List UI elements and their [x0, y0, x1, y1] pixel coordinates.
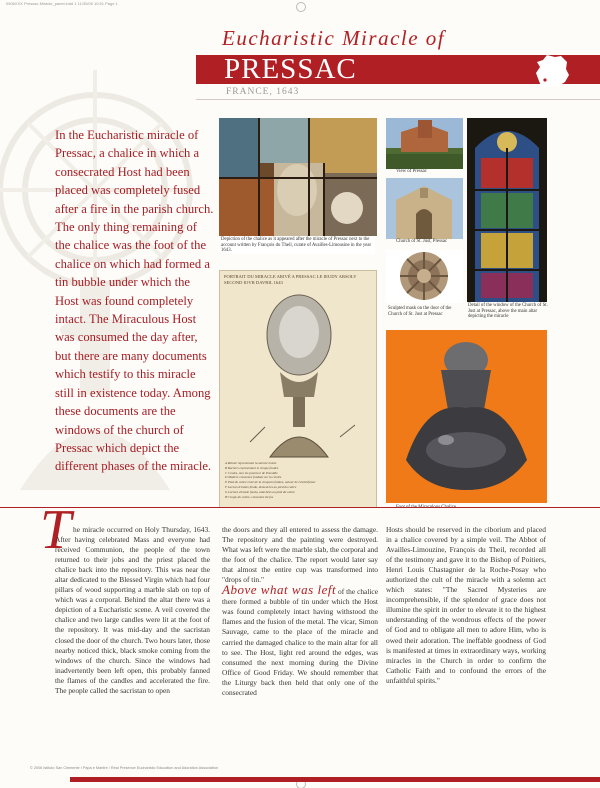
window-detail-caption: Detail of the window of the Church of St. Just at Pressac, above the main altar depicting the miracle [468, 303, 548, 320]
drop-cap: T [40, 499, 72, 561]
sculpted-mask-photo [386, 250, 463, 303]
engraving-legend [225, 461, 375, 499]
header-location-date: FRANCE, 1643 [226, 87, 300, 97]
header-script-title: Eucharistic Miracle of [222, 26, 446, 50]
footer-copyright: © 2006 Istituto San Clemente I Papa e Martire / Real Presence Eucharistic Education and Adoration Association [30, 766, 219, 770]
legend-line: H Coupe du calice, consumée du feu [225, 494, 274, 499]
engraving-heading: PORTRAIT DU MIRACLE ARIVÉ A PRESSAC LE IEUDY ABSOLV SECOND IOVR DAVRIL 1643 [224, 274, 357, 285]
miraculous-chalice-foot-photo [386, 330, 547, 503]
sculpted-mask-caption: Sculpted mask on the door of the Church of St. Just at Pressac [388, 306, 452, 317]
body-column-2-text-b: of the chalice there formed a bubble of tin under which the Host was found completely intact having withstood the flames and the fusion of the metal. The vicar, Simon Sauvage, came to the place of the miracle and carried the damaged chalice to the main altar for all to see. The Host, light red around the edges, was consumed the next morning during the Divine Office of Good Friday. We should remember that the Liturgy back then held that only one of the consecrated [222, 587, 378, 697]
legend-line: B Rochers representant le cinque fondee [225, 465, 279, 470]
body-column-1: he miracle occurred on Holy Thursday, 1643. After having celebrated Mass and everyone had received Communion, the people of the town returned to their jobs and the priest placed the chalice back into the repository. This was near the altar dedicated to the Blessed Virgin which had four pillars of wood supporting a marble slab on top of which was a corporal. Behind the altar there was a depiction of a Eucharistic scene. A veil covered the chalice and two large candles were lit at the foot of the repository. It was mid-day and the sacristan closed the door of the church. Two hours later, those nearby noticed thick, black smoke coming from the windows of the church. Since the windows had inadvertently been left open, this probably fanned the flames of the candles and accelerated the fire. The people called the sacristan to open [55, 525, 210, 695]
footer-bar [70, 777, 600, 782]
france-map-icon [533, 53, 573, 89]
stained-glass-caption: Depiction of the chalice as it appeared after the miracle of Pressac next to the account written by François du Theil, curate of Availles-Limousine in the year 1643. [221, 237, 375, 254]
print-slug: 0506XXX Pressac Miracle_panel.indd 1 11/30/06 10:51 Page 1 [6, 1, 118, 6]
page-title: PRESSAC [224, 53, 357, 85]
column-subheading: Above what was left [222, 582, 337, 598]
body-column-3: Hosts should be reserved in the ciborium and placed in a chalice covered by a simple veil. The Abbot of Availles-Limouzine, François du Theil, recorded all of the testimony and gave it to the Bishop of Poitiers, Henri Louis Chastagnier de la Roche-Posay who authorized the cult of the miracle with a solemn act which states: "The Sacred Mysteries are incomprehensible, if the splendor of grace does not illumine the spirit in order to elevate it to the highest understanding of the wondrous effects of the power of God and to obligate all men to adore Him, who is owed their adoration. The ineffable goodness of God is manifested at times in extraordinary ways, working miracles in the Church in order to confirm the Catholic Faith and to confound the errors of the unfaithful spirits." [386, 525, 546, 685]
legend-line: D Matiere consumee fondant sur la cendre [225, 475, 282, 480]
engraving-document [219, 270, 377, 508]
intro-text: In the Eucharistic miracle of Pressac, a chalice in which a consecrated Host had been placed was completely fused after a fire in the parish church. The only thing remaining of the chalice was the foot of the chalice on which had formed a tin bubble under which the Host was found completely intact. The Miraculous Host was consumed the day after, but there are many documents which testify to this miracle still in existence today. Among these documents are the windows of the church of Pressac which depict the different phases of the miracle. [55, 128, 214, 474]
legend-line: C Coulez, mes les pourtour de Pounidie [225, 470, 278, 475]
body-column-2 [222, 525, 378, 698]
stained-glass-chalice-photo [219, 118, 377, 236]
body-column-2-text-a: the doors and they all entered to assess the damage. The repository and the painting were destroyed. What was left were the marble slab, the corporal and the foot of the chalice. The report would later say that almost the entire cup was transformed into "drops of tin." [222, 525, 378, 585]
church-caption: Church of St. Just, Pressac [396, 239, 448, 244]
pressac-view-caption: View of Pressac [396, 169, 427, 174]
legend-line: G Larmes d'estain fondu, attachées au pied du calice [225, 489, 296, 494]
header-rule [196, 99, 600, 100]
legend-line: E Pied du calice resté de la cinquain fondue, autour de l'embrefaiser [225, 480, 316, 485]
section-divider [0, 507, 600, 508]
view-of-pressac-photo [386, 118, 463, 169]
legend-line: A Rebule representant la saincte hostie [225, 461, 277, 465]
stained-window-detail-photo [467, 118, 547, 302]
church-st-just-photo [386, 178, 463, 239]
legend-line: F Larmes d'estain fondu, demeurées au pied du calice [225, 484, 297, 489]
registration-mark-icon [296, 2, 306, 12]
